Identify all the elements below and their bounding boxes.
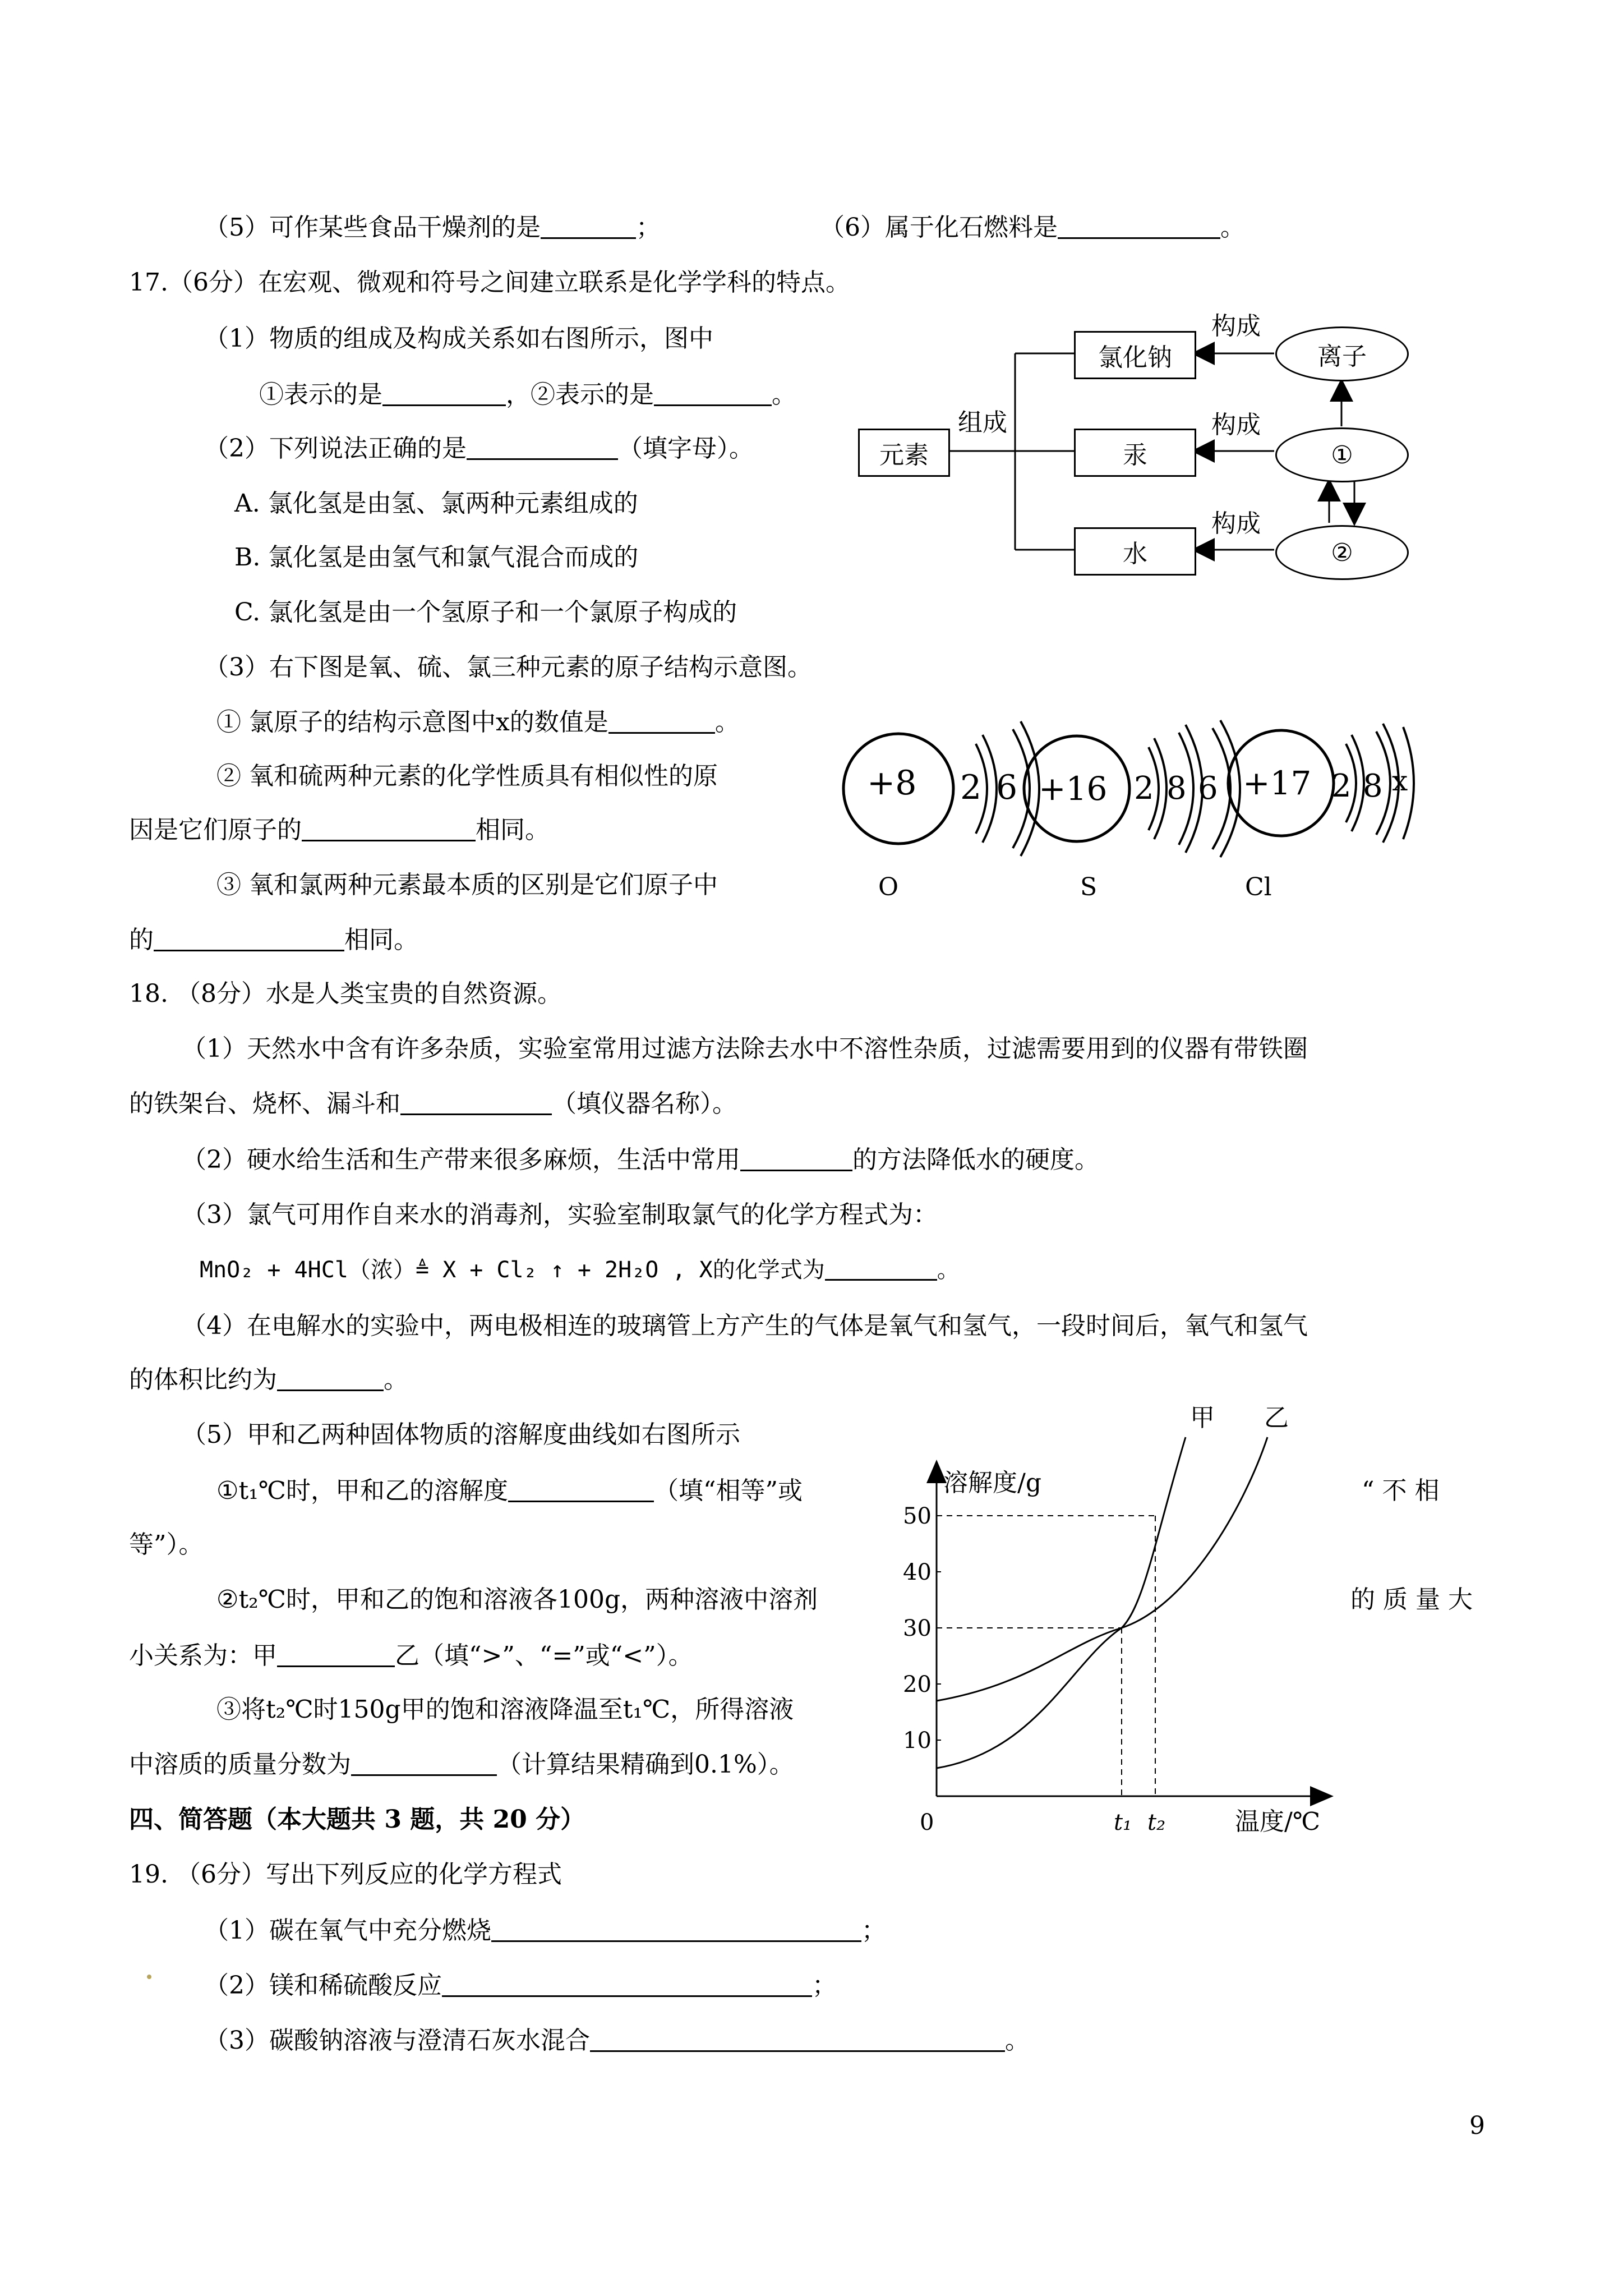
answer-blank[interactable] [508, 1478, 654, 1502]
q17-p1-line1: （1）物质的组成及构成关系如右图所示，图中 [204, 324, 713, 353]
q17-p3-2-line2: 因是它们原子的 相同。 [129, 816, 550, 844]
q19-p3: （3）碳酸钠溶液与澄清石灰水混合 。 [204, 2026, 1030, 2055]
q17-option-b: B. 氯化氢是由氢气和氯气混合而成的 [234, 543, 639, 572]
chlorine-shell-2: 8 [1363, 768, 1383, 804]
page-number: 9 [1469, 2111, 1485, 2140]
sulfur-nucleus: +16 [1039, 770, 1108, 808]
q19-p1: （1）碳在氧气中充分燃烧 ； [204, 1916, 886, 1945]
q19-title: 19. （6分）写出下列反应的化学方程式 [129, 1860, 562, 1889]
answer-blank[interactable] [277, 1643, 395, 1667]
answer-blank[interactable] [491, 1918, 861, 1942]
answer-blank[interactable] [277, 1367, 384, 1391]
q18-p5-2-tail: 的 质 量 大 [1350, 1585, 1473, 1614]
q18-equation: MnO₂ + 4HCl（浓）≜ X + Cl₂ ↑ + 2H₂O , X的化学式为 。 [200, 1257, 960, 1283]
x-ticks [1114, 1810, 1165, 1835]
q18-p3: （3）氯气可用作自来水的消毒剂，实验室制取氯气的化学方程式为： [182, 1200, 938, 1229]
answer-blank[interactable] [351, 1752, 497, 1776]
q17-p3: （3）右下图是氧、硫、氯三种元素的原子结构示意图。 [204, 653, 812, 682]
y-tick-label: 40 [903, 1559, 932, 1585]
ion-ellipse: 离子 [1275, 326, 1409, 381]
x-tick-label: t₂ [1147, 1810, 1166, 1835]
zucheng-label: 组成 [958, 408, 1007, 437]
chlorine-shell-3: x [1392, 765, 1408, 797]
answer-blank[interactable] [654, 382, 772, 406]
answer-blank[interactable] [740, 1147, 852, 1171]
answer-blank[interactable] [400, 1091, 552, 1115]
answer-blank[interactable] [302, 817, 476, 841]
element-box: 元素 [858, 429, 950, 477]
q16-p6: （6）属于化石燃料是 。 [820, 213, 1245, 242]
q18-p5-3: ③将t₂℃时150g甲的饱和溶液降温至t₁℃，所得溶液 [216, 1695, 794, 1724]
goucheng-label-2: 构成 [1211, 411, 1261, 439]
q19-p2: （2）镁和稀硫酸反应 ； [204, 1971, 837, 2000]
chlorine-shell-1: 2 [1331, 768, 1352, 804]
x-axis-label: 温度/℃ [1235, 1807, 1321, 1836]
solubility-chart [892, 1404, 1352, 1851]
q18-title: 18. （8分）水是人类宝贵的自然资源。 [129, 979, 562, 1008]
goucheng-label-3: 构成 [1211, 509, 1261, 538]
circle-1-ellipse: ① [1275, 427, 1409, 482]
chlorine-label: Cl [1245, 873, 1272, 901]
answer-blank[interactable] [467, 436, 618, 460]
q17-p3-1: ① 氯原子的结构示意图中x的数值是 。 [216, 708, 740, 737]
q17-option-a: A. 氯化氢是由氢、氯两种元素组成的 [234, 489, 638, 518]
q18-p1-line2: 的铁架台、烧杯、漏斗和 （填仪器名称）。 [129, 1089, 737, 1118]
oxygen-shell-2: 6 [996, 768, 1018, 807]
sulfur-label: S [1080, 873, 1098, 901]
sulfur-shell-1: 2 [1134, 770, 1154, 807]
x-tick-label: t₁ [1114, 1810, 1132, 1835]
y-tick-label: 50 [903, 1503, 932, 1529]
oxygen-nucleus: +8 [867, 763, 917, 803]
q17-p2: （2）下列说法正确的是 （填字母）。 [204, 434, 754, 463]
atom-structure-diagrams [836, 712, 1430, 959]
series-label-jia: 甲 [1190, 1404, 1215, 1432]
y-axis-label: 溶解度/g [943, 1469, 1041, 1497]
q17-p3-2-line1: ② 氧和硫两种元素的化学性质具有相似性的原 [216, 762, 718, 790]
chlorine-nucleus: +17 [1243, 764, 1312, 802]
answer-blank[interactable] [590, 2028, 1005, 2052]
series-label-yi: 乙 [1264, 1404, 1289, 1432]
answer-blank[interactable] [825, 1257, 937, 1281]
q18-p1-line1: （1）天然水中含有许多杂质，实验室常用过滤方法除去水中不溶性杂质，过滤需要用到的仪器有带铁圈 [182, 1034, 1308, 1063]
series-labels [1190, 1404, 1289, 1432]
answer-blank[interactable] [541, 215, 636, 239]
guide-lines [937, 1516, 1155, 1796]
origin-label: 0 [920, 1810, 934, 1835]
y-tick-label: 20 [903, 1672, 932, 1697]
q18-p5-1-tail: “ 不 相 [1362, 1476, 1440, 1505]
q18-p4-line2: 的体积比约为 。 [129, 1365, 408, 1394]
q17-p3-3-line2: 的 相同。 [129, 926, 418, 954]
goucheng-label-1: 构成 [1211, 312, 1261, 341]
oxygen-label: O [878, 873, 899, 901]
q18-p5-3-line2: 中溶质的质量分数为 （计算结果精确到0.1%）。 [129, 1750, 794, 1779]
answer-blank[interactable] [442, 1973, 812, 1997]
section4-title: 四、简答题（本大题共 3 题，共 20 分） [129, 1805, 585, 1834]
composition-diagram [852, 303, 1413, 583]
circle-2-ellipse: ② [1275, 525, 1409, 580]
solubility-chart-svg [892, 1404, 1352, 1851]
answer-blank[interactable] [1058, 215, 1220, 239]
q17-option-c: C. 氯化氢是由一个氢原子和一个氯原子构成的 [234, 598, 737, 627]
q18-p5-2-line2: 小关系为：甲 乙（填“>”、“=”或“<”）。 [129, 1641, 693, 1670]
q18-p5-1: ①t₁℃时，甲和乙的溶解度 （填“相等”或 [216, 1476, 803, 1505]
q18-p5-2: ②t₂℃时，甲和乙的饱和溶液各100g，两种溶液中溶剂 [216, 1585, 818, 1614]
nacl-box: 氯化钠 [1074, 331, 1196, 379]
y-tick-label: 30 [903, 1616, 932, 1641]
q18-p4-line1: （4）在电解水的实验中，两电极相连的玻璃管上方产生的气体是氧气和氢气，一段时间后，氧气和氢气 [182, 1312, 1308, 1340]
water-box: 水 [1074, 527, 1196, 576]
oxygen-shell-1: 2 [960, 768, 982, 807]
q18-p5: （5）甲和乙两种固体物质的溶解度曲线如右图所示 [182, 1420, 740, 1449]
q17-p1-line2: ①表示的是 ，②表示的是 。 [259, 380, 796, 409]
sulfur-shell-3: 6 [1198, 770, 1218, 807]
sulfur-shell-2: 8 [1166, 770, 1187, 807]
answer-blank[interactable] [608, 710, 715, 734]
mercury-box: 汞 [1074, 429, 1196, 477]
answer-blank[interactable] [382, 382, 506, 406]
q18-p2: （2）硬水给生活和生产带来很多麻烦，生活中常用 的方法降低水的硬度。 [182, 1145, 1099, 1174]
q16-p5: （5）可作某些食品干燥剂的是 ； [204, 213, 661, 242]
answer-blank[interactable] [154, 927, 344, 951]
y-ticks [903, 1503, 941, 1754]
q17-title: 17.（6分）在宏观、微观和符号之间建立联系是化学学科的特点。 [129, 268, 850, 297]
q17-p3-3-line1: ③ 氧和氯两种元素最本质的区别是它们原子中 [216, 871, 718, 899]
q18-p5-1-line2: 等”）。 [129, 1530, 204, 1559]
stray-mark [147, 1975, 151, 1979]
y-tick-label: 10 [903, 1728, 932, 1754]
